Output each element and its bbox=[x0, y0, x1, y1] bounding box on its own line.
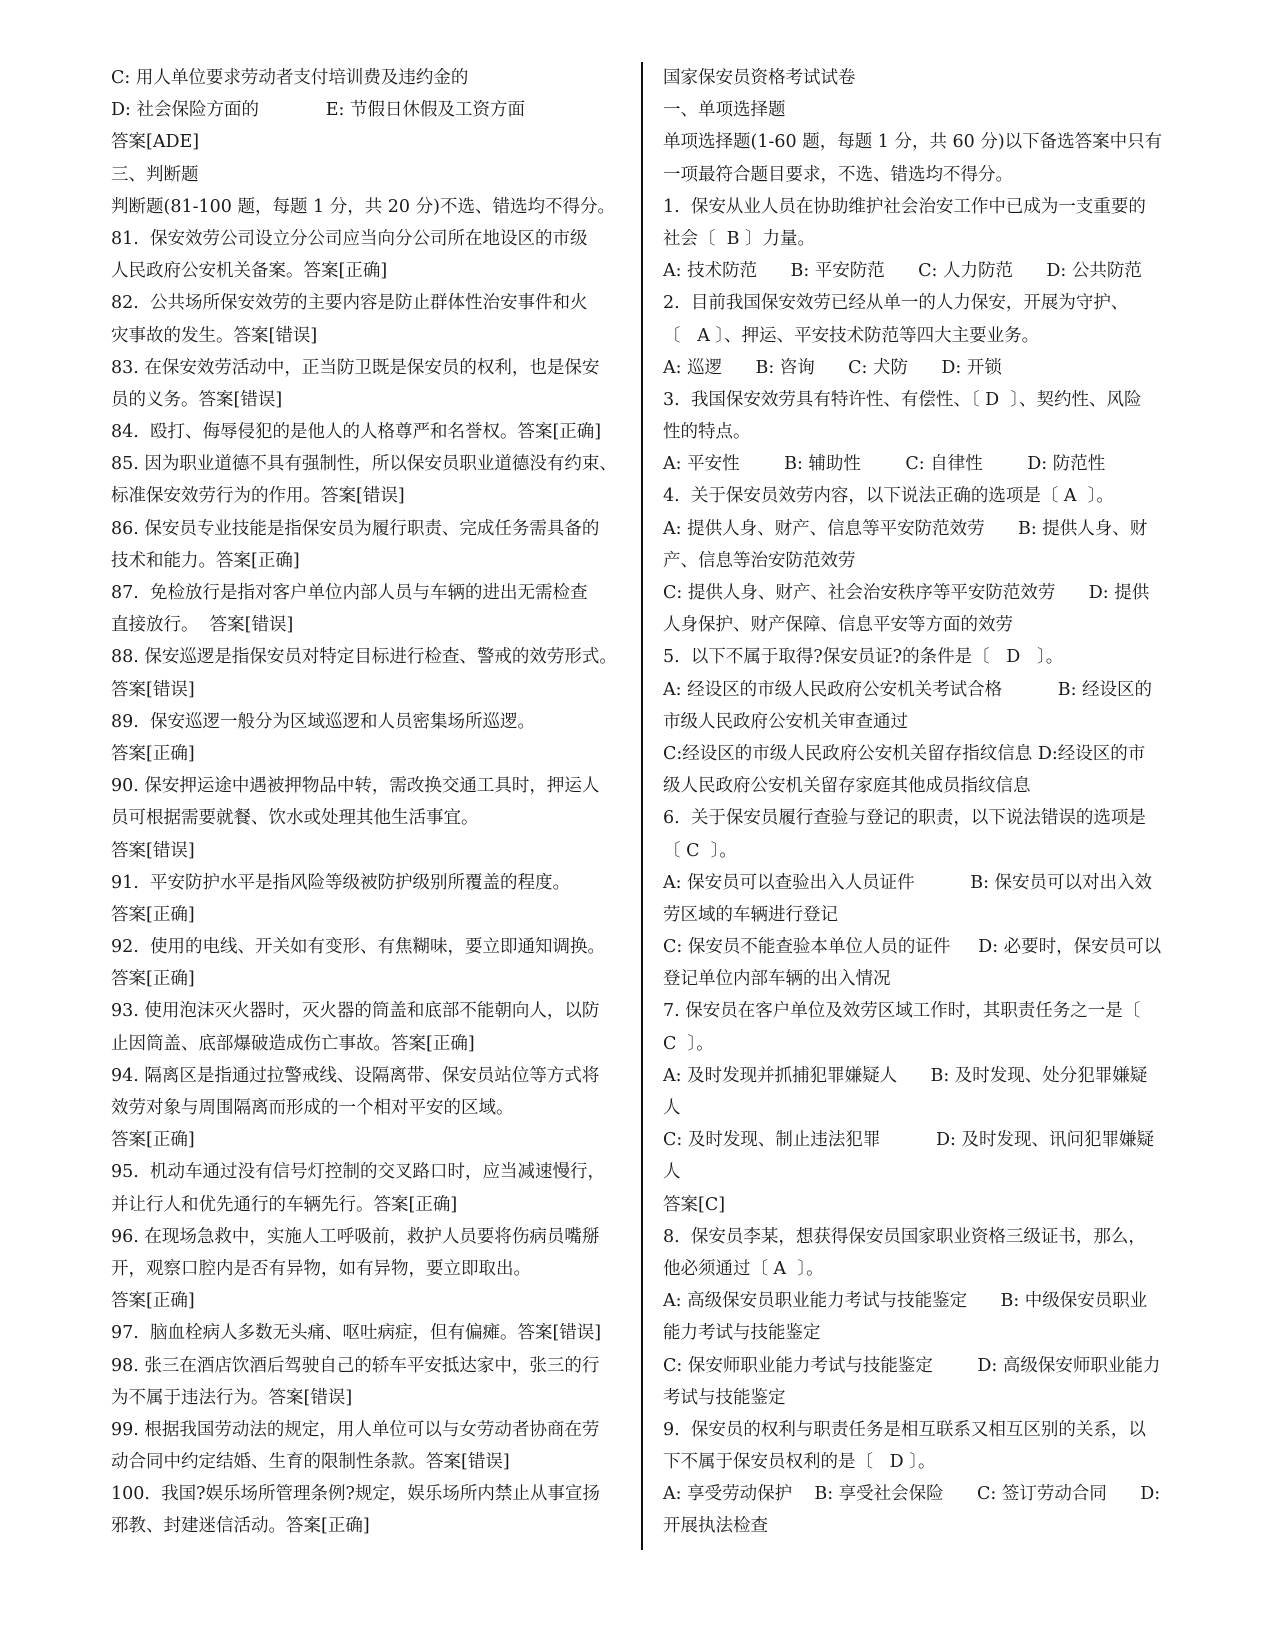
text-line: 2. 目前我国保安效劳已经从单一的人力保安，开展为守护、 bbox=[663, 293, 1129, 314]
text-line: 答案[正确] bbox=[111, 743, 195, 764]
text-line: 性的特点。 bbox=[663, 422, 751, 443]
text-line: 1. 保安从业人员在协助维护社会治安工作中已成为一支重要的 bbox=[663, 196, 1146, 217]
text-line: C: 用人单位要求劳动者支付培训费及违约金的 bbox=[111, 68, 469, 88]
text-line: 88. 保安巡逻是指保安员对特定目标进行检查、警戒的效劳形式。 bbox=[111, 647, 617, 668]
text-line: C:经设区的市级人民政府公安机关留存指纹信息 D:经设区的市 bbox=[663, 743, 1146, 764]
text-line: 灾事故的发生。答案[错误] bbox=[111, 325, 318, 346]
text-line: 判断题(81-100 题，每题 1 分，共 20 分)不选、错选均不得分。 bbox=[111, 196, 615, 217]
text-line: 邪教、封建迷信活动。答案[正确] bbox=[111, 1516, 370, 1537]
text-line: 下不属于保安员权利的是〔 D 〕。 bbox=[663, 1452, 936, 1473]
text-line: 动合同中约定结婚、生育的限制性条款。答案[错误] bbox=[111, 1452, 510, 1473]
text-line: 答案[错误] bbox=[111, 840, 195, 861]
text-line: 国家保安员资格考试试卷 bbox=[663, 68, 856, 88]
text-line: 止因筒盖、底部爆破造成伤亡事故。答案[正确] bbox=[111, 1033, 475, 1054]
text-line: 市级人民政府公安机关审查通过 bbox=[663, 711, 908, 732]
text-line: 98. 张三在酒店饮酒后驾驶自己的轿车平安抵达家中，张三的行 bbox=[111, 1355, 600, 1376]
text-line: A: 平安性 B: 辅助性 C: 自律性 D: 防范性 bbox=[663, 454, 1106, 475]
text-line: 89. 保安巡逻一般分为区域巡逻和人员密集场所巡逻。 bbox=[111, 711, 535, 732]
text-line: 人 bbox=[663, 1162, 681, 1183]
text-line: 答案[C] bbox=[663, 1194, 726, 1215]
text-line: 85. 因为职业道德不具有强制性，所以保安员职业道德没有约束、 bbox=[111, 454, 617, 475]
text-line: 社会〔 B 〕力量。 bbox=[663, 228, 816, 249]
text-line: 一、单项选择题 bbox=[663, 100, 786, 121]
text-line: 〔 C 〕。 bbox=[663, 840, 737, 861]
column-divider bbox=[641, 62, 643, 1550]
text-line: 三、判断题 bbox=[111, 164, 199, 185]
text-line: 劳区域的车辆进行登记 bbox=[663, 904, 838, 925]
text-line: 他必须通过〔 A 〕。 bbox=[663, 1258, 824, 1279]
right-column bbox=[663, 62, 1193, 1543]
text-line: 91. 平安防护水平是指风险等级被防护级别所覆盖的程度。 bbox=[111, 872, 570, 893]
text-line: 答案[ADE] bbox=[111, 132, 200, 153]
text-line: 标准保安效劳行为的作用。答案[错误] bbox=[111, 486, 405, 507]
text-line: A: 经设区的市级人民政府公安机关考试合格 B: 经设区的 bbox=[663, 679, 1153, 700]
text-line: 能力考试与技能鉴定 bbox=[663, 1323, 821, 1344]
text-line: 答案[正确] bbox=[111, 969, 195, 990]
text-line: 效劳对象与周围隔离而形成的一个相对平安的区域。 bbox=[111, 1098, 514, 1118]
text-line: 人身保护、财产保障、信息平安等方面的效劳 bbox=[663, 615, 1013, 636]
text-line: 单项选择题(1-60 题，每题 1 分，共 60 分)以下备选答案中只有 bbox=[663, 132, 1163, 153]
text-line: C: 保安员不能查验本单位人员的证件 D: 必要时，保安员可以 bbox=[663, 937, 1162, 958]
text-line: 7. 保安员在客户单位及效劳区域工作时，其职责任务之一是〔 bbox=[663, 1001, 1141, 1022]
text-line: 8. 保安员李某，想获得保安员国家职业资格三级证书，那么， bbox=[663, 1226, 1146, 1247]
text-line: 答案[正确] bbox=[111, 1291, 195, 1312]
text-line: 5. 以下不属于取得?保安员证?的条件是〔 D 〕。 bbox=[663, 647, 1064, 668]
text-line: 6. 关于保安员履行查验与登记的职责，以下说法错误的选项是 bbox=[663, 808, 1146, 829]
text-line: 99. 根据我国劳动法的规定，用人单位可以与女劳动者协商在劳 bbox=[111, 1419, 600, 1440]
text-line: 登记单位内部车辆的出入情况 bbox=[663, 969, 891, 990]
text-line: 员可根据需要就餐、饮水或处理其他生活事宜。 bbox=[111, 808, 479, 829]
text-line: 直接放行。 答案[错误] bbox=[111, 615, 294, 636]
text-line: 81. 保安效劳公司设立分公司应当向分公司所在地设区的市级 bbox=[111, 228, 588, 249]
text-line: A: 保安员可以查验出入人员证件 B: 保安员可以对出入效 bbox=[663, 872, 1153, 893]
text-line: C: 及时发现、制止违法犯罪 D: 及时发现、讯问犯罪嫌疑 bbox=[663, 1130, 1154, 1151]
text-line: 技术和能力。答案[正确] bbox=[111, 550, 300, 571]
text-line: 〔 A 〕、押运、平安技术防范等四大主要业务。 bbox=[663, 325, 1040, 346]
text-line: 人民政府公安机关备案。答案[正确] bbox=[111, 261, 388, 282]
text-line: 一项最符合题目要求，不选、错选均不得分。 bbox=[663, 164, 1013, 185]
text-line: 86. 保安员专业技能是指保安员为履行职责、完成任务需具备的 bbox=[111, 518, 600, 539]
text-line: 92. 使用的电线、开关如有变形、有焦糊味，要立即通知调换。 bbox=[111, 937, 605, 958]
text-line: 100. 我国?娱乐场所管理条例?规定，娱乐场所内禁止从事宣扬 bbox=[111, 1484, 600, 1505]
text-line: 83. 在保安效劳活动中，正当防卫既是保安员的权利，也是保安 bbox=[111, 357, 600, 378]
text-line: C 〕。 bbox=[663, 1033, 714, 1054]
left-column bbox=[111, 62, 631, 1543]
text-line: A: 巡逻 B: 咨询 C: 犬防 D: 开锁 bbox=[663, 357, 1002, 378]
text-line: 答案[正确] bbox=[111, 1130, 195, 1151]
text-line: A: 技术防范 B: 平安防范 C: 人力防范 D: 公共防范 bbox=[663, 261, 1142, 282]
text-line: 员的义务。答案[错误] bbox=[111, 389, 283, 410]
text-line: 93. 使用泡沫灭火器时，灭火器的筒盖和底部不能朝向人，以防 bbox=[111, 1001, 600, 1022]
text-line: 4. 关于保安员效劳内容，以下说法正确的选项是〔 A 〕。 bbox=[663, 486, 1114, 507]
text-line: 并让行人和优先通行的车辆先行。答案[正确] bbox=[111, 1194, 458, 1215]
text-line: 级人民政府公安机关留存家庭其他成员指纹信息 bbox=[663, 776, 1031, 797]
text-line: C: 提供人身、财产、社会治安秩序等平安防范效劳 D: 提供 bbox=[663, 583, 1150, 603]
text-line: 考试与技能鉴定 bbox=[663, 1387, 786, 1408]
text-line: 90. 保安押运途中遇被押物品中转，需改换交通工具时，押运人 bbox=[111, 776, 600, 797]
text-line: A: 及时发现并抓捕犯罪嫌疑人 B: 及时发现、处分犯罪嫌疑 bbox=[663, 1065, 1148, 1086]
text-line: 产、信息等治安防范效劳 bbox=[663, 550, 856, 571]
text-line: 9. 保安员的权利与职责任务是相互联系又相互区别的关系，以 bbox=[663, 1419, 1146, 1440]
text-line: 84. 殴打、侮辱侵犯的是他人的人格尊严和名誉权。答案[正确] bbox=[111, 422, 602, 443]
text-line: 3. 我国保安效劳具有特许性、有偿性、〔 D 〕、契约性、风险 bbox=[663, 389, 1142, 410]
text-line: D: 社会保险方面的 E: 节假日休假及工资方面 bbox=[111, 100, 525, 121]
text-line: 96. 在现场急救中，实施人工呼吸前，救护人员要将伤病员嘴掰 bbox=[111, 1226, 600, 1247]
text-line: A: 享受劳动保护 B: 享受社会保险 C: 签订劳动合同 D: bbox=[663, 1484, 1161, 1505]
text-line: C: 保安师职业能力考试与技能鉴定 D: 高级保安师职业能力 bbox=[663, 1355, 1161, 1376]
text-line: 87. 免检放行是指对客户单位内部人员与车辆的进出无需检查 bbox=[111, 583, 588, 603]
text-line: 82. 公共场所保安效劳的主要内容是防止群体性治安事件和火 bbox=[111, 293, 588, 314]
text-line: 答案[错误] bbox=[111, 679, 195, 700]
text-line: 97. 脑血栓病人多数无头痛、呕吐病症，但有偏瘫。答案[错误] bbox=[111, 1323, 602, 1344]
text-line: 94. 隔离区是指通过拉警戒线、设隔离带、保安员站位等方式将 bbox=[111, 1065, 600, 1086]
text-line: 人 bbox=[663, 1098, 681, 1118]
text-line: A: 高级保安员职业能力考试与技能鉴定 B: 中级保安员职业 bbox=[663, 1291, 1148, 1312]
text-line: 开，观察口腔内是否有异物，如有异物，要立即取出。 bbox=[111, 1258, 531, 1279]
text-line: 95. 机动车通过没有信号灯控制的交叉路口时，应当减速慢行， bbox=[111, 1162, 605, 1183]
text-line: A: 提供人身、财产、信息等平安防范效劳 B: 提供人身、财 bbox=[663, 518, 1148, 539]
text-line: 开展执法检查 bbox=[663, 1516, 768, 1537]
text-line: 为不属于违法行为。答案[错误] bbox=[111, 1387, 353, 1408]
text-line: 答案[正确] bbox=[111, 904, 195, 925]
